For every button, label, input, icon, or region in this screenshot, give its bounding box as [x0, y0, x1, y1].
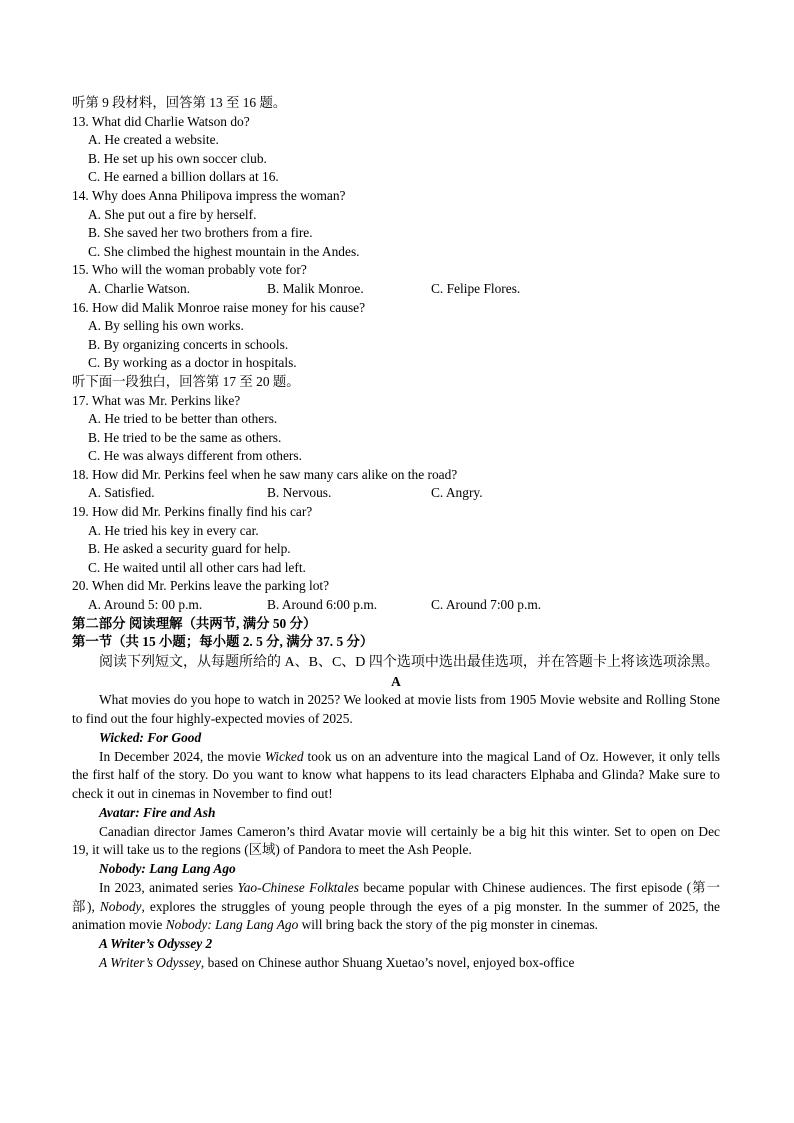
answer-option: B. Nervous.: [267, 485, 332, 501]
section-intro-9: 听第 9 段材料，回答第 13 至 16 题。: [72, 95, 287, 110]
question-stem: 13. What did Charlie Watson do?: [72, 113, 250, 129]
movie-paragraph-writers-odyssey: A Writer’s Odyssey, based on Chinese author Shuang Xuetao’s novel, enjoyed box-office: [99, 954, 575, 970]
answer-option: A. By selling his own works.: [88, 318, 244, 334]
answer-option: C. He was always different from others.: [88, 448, 302, 464]
question-stem: 18. How did Mr. Perkins feel when he saw many cars alike on the road?: [72, 466, 458, 482]
movie-title-writers-odyssey: A Writer’s Odyssey 2: [99, 936, 213, 952]
question-group-17-20: [72, 392, 720, 615]
answer-option: A. She put out a fire by herself.: [88, 206, 257, 222]
question-stem: 15. Who will the woman probably vote for?: [72, 262, 307, 278]
answer-option: A. Satisfied.: [88, 485, 155, 501]
answer-option: C. Around 7:00 p.m.: [431, 597, 542, 613]
answer-option: B. Malik Monroe.: [267, 280, 364, 296]
answer-option: A. He tried to be better than others.: [88, 411, 278, 427]
question-stem: 17. What was Mr. Perkins like?: [72, 392, 241, 408]
answer-option: C. He earned a billion dollars at 16.: [88, 169, 279, 185]
passage-intro: What movies do you hope to watch in 2025? We looked at movie lists from 1905 Movie website and Rolling Stone to find out the four highly-expected movies of 2025.: [72, 692, 720, 727]
passage-letter: A: [391, 673, 401, 689]
question-stem: 16. How did Malik Monroe raise money for his cause?: [72, 299, 366, 315]
answer-option: B. By organizing concerts in schools.: [88, 336, 289, 352]
option-row: [72, 484, 720, 503]
answer-option: A. Around 5: 00 p.m.: [88, 597, 203, 613]
answer-option: B. Around 6:00 p.m.: [267, 597, 378, 613]
part2-title: 第二部分 阅读理解（共两节, 满分 50 分）: [72, 615, 317, 631]
answer-option: A. He created a website.: [88, 132, 219, 148]
answer-option: C. Angry.: [431, 485, 483, 501]
answer-option: B. He set up his own soccer club.: [88, 150, 267, 166]
movie-paragraph-wicked: In December 2024, the movie Wicked took us on an adventure into the magical Land of Oz. However, it only tells the first half of the story. Do you want to know what happens to its lead characters Elphaba and Glinda? Make sure to check it out in cinemas in November to find out!: [72, 748, 720, 802]
answer-option: A. Charlie Watson.: [88, 280, 191, 296]
section-intro-10: 听下面一段独白，回答第 17 至 20 题。: [72, 373, 300, 389]
question-group-13-16: [72, 113, 720, 373]
movie-title-wicked: Wicked: For Good: [99, 730, 202, 745]
reading-instruction: 阅读下列短文，从每题所给的 A、B、C、D 四个选项中选出最佳选项，并在答题卡上将该选项涂黑。: [99, 654, 719, 670]
answer-option: C. Felipe Flores.: [431, 280, 521, 296]
answer-option: A. He tried his key in every car.: [88, 522, 259, 538]
answer-option: C. She climbed the highest mountain in the Andes.: [88, 243, 360, 259]
movie-paragraph-avatar: Canadian director James Cameron’s third Avatar movie will certainly be a big hit this winter. Set to open on Dec 19, it will take us to the regions (区域) of Pandora to meet the Ash People.: [72, 823, 720, 858]
movie-title-avatar: Avatar: Fire and Ash: [99, 804, 216, 820]
answer-option: C. By working as a doctor in hospitals.: [88, 355, 297, 371]
question-stem: 14. Why does Anna Philipova impress the woman?: [72, 187, 346, 203]
answer-option: B. She saved her two brothers from a fire.: [88, 225, 313, 241]
movie-title-nobody: Nobody: Lang Lang Ago: [99, 861, 236, 877]
section1-title: 第一节（共 15 小题；每小题 2. 5 分, 满分 37. 5 分）: [72, 634, 374, 650]
movie-paragraph-nobody: In 2023, animated series Yao-Chinese Folktales became popular with Chinese audiences. The first episode (第一部), Nobody, explores the struggles of young people through the eyes of a pig monster. In the summer of 2025, the animation movie Nobody: Lang Lang Ago will bring back the story of the pig monster in cinemas.: [72, 879, 720, 933]
answer-option: B. He tried to be the same as others.: [88, 429, 282, 445]
answer-option: C. He waited until all other cars had left.: [88, 559, 306, 575]
answer-option: B. He asked a security guard for help.: [88, 541, 291, 557]
option-row: [72, 596, 720, 615]
question-stem: 20. When did Mr. Perkins leave the parking lot?: [72, 578, 330, 594]
exam-page: [72, 94, 720, 973]
question-stem: 19. How did Mr. Perkins finally find his car?: [72, 504, 313, 520]
option-row: [72, 280, 720, 299]
